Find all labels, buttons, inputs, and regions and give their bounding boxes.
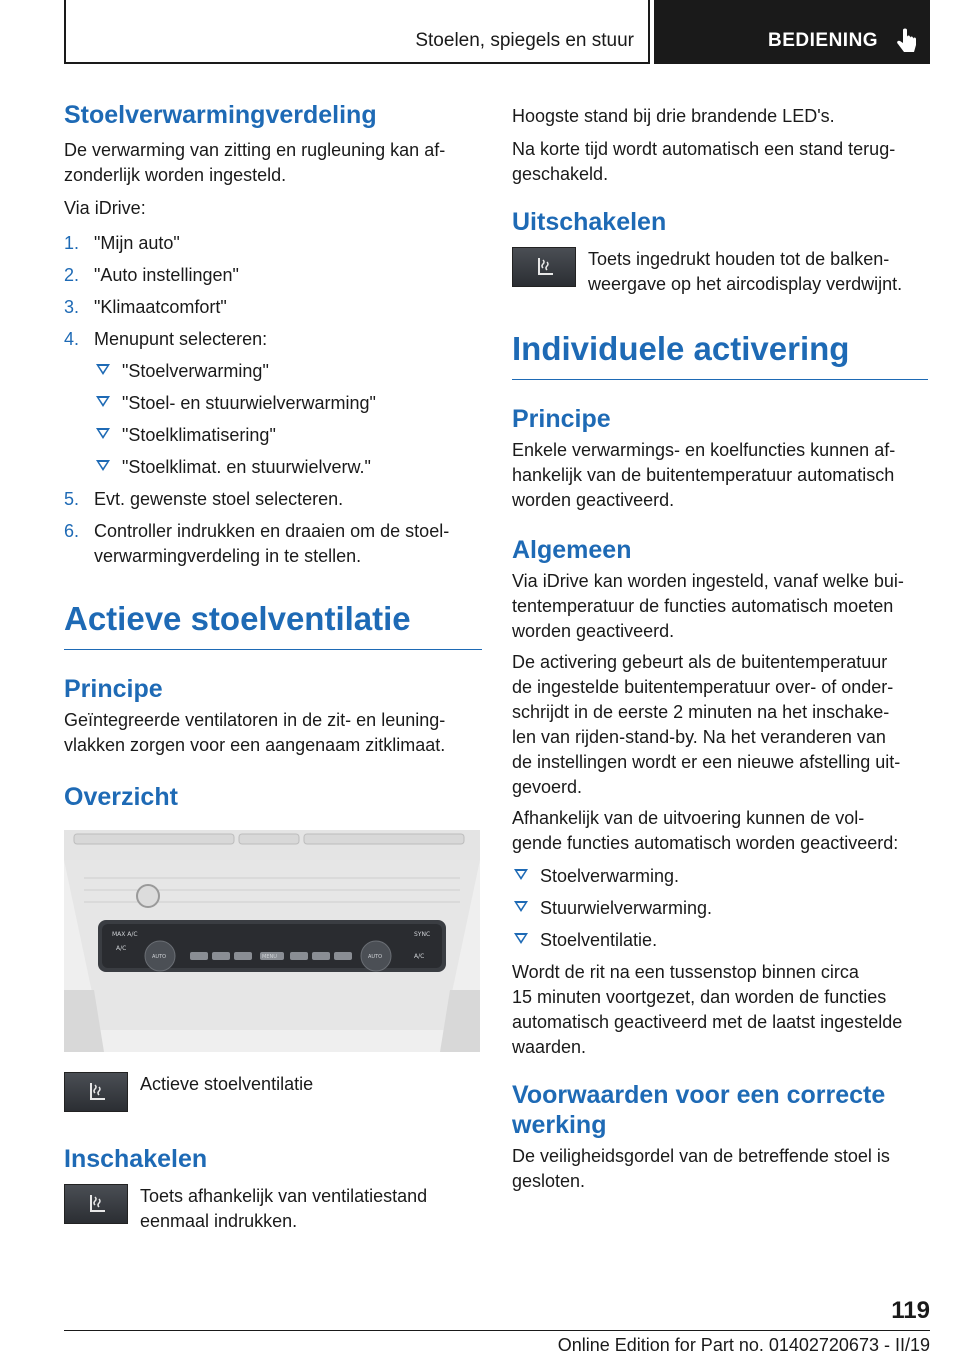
text-line: worden geactiveerd. — [512, 621, 675, 641]
heading-principe: Principe — [512, 405, 611, 433]
step-text: Controller indrukken en draaien om de stoel‐ — [94, 521, 450, 541]
max-ac-label: MAX A/C — [112, 931, 138, 938]
step-text: Menupunt selecteren: — [94, 329, 268, 349]
paragraph — [64, 138, 482, 188]
text-line: eenmaal indrukken. — [140, 1211, 298, 1231]
text-line: Wordt de rit na een tussenstop binnen circa — [512, 962, 859, 982]
step-text: Evt. gewenste stoel selecteren. — [94, 489, 344, 509]
seat-heating-button — [512, 247, 576, 287]
triangle-bullet-icon — [96, 460, 110, 471]
text-line: Na korte tijd wordt automatisch een stand terug‐ — [512, 139, 896, 159]
right-column — [512, 100, 930, 1194]
left-column — [64, 100, 482, 1236]
triangle-bullet-icon — [96, 396, 110, 407]
text-line: gende functies automatisch worden geactiveerd: — [512, 833, 899, 853]
menu-label: MENU — [262, 954, 277, 960]
text-line: worden geactiveerd. — [512, 490, 675, 510]
text-line: len van rijden-stand-by. Na het veranderen van — [512, 727, 886, 747]
triangle-bullet-icon — [96, 364, 110, 375]
text-line: gevoerd. — [512, 777, 583, 797]
substep-text: "Stoelklimatisering" — [122, 425, 276, 445]
substep-text: "Stoel- en stuurwielverwarming" — [122, 393, 376, 413]
heading-individuele-activering: Individuele activering — [512, 329, 928, 380]
list-item — [64, 423, 482, 448]
steps-list — [64, 231, 482, 352]
text-line: automatisch geactiveerd met de laatst ingestelde — [512, 1012, 903, 1032]
heading-actieve-stoelventilatie: Actieve stoelventilatie — [64, 599, 482, 650]
triangle-bullet-icon — [514, 901, 528, 912]
substep-text: "Stoelklimat. en stuurwielverw." — [122, 457, 371, 477]
steps-list-continued — [64, 487, 482, 569]
text-line: zonderlijk worden ingesteld. — [64, 165, 287, 185]
text-line: geschakeld. — [512, 164, 609, 184]
inschakelen-row — [64, 1184, 482, 1236]
step-text: "Klimaatcomfort" — [94, 297, 227, 317]
text-line: gesloten. — [512, 1171, 586, 1191]
text-line: Afhankelijk van de uitvoering kunnen de vol‐ — [512, 808, 865, 828]
list-item — [64, 487, 482, 512]
auto-right-label: AUTO — [368, 954, 383, 960]
list-item — [64, 359, 482, 384]
list-item — [64, 455, 482, 480]
paragraph: Hoogste stand bij drie brandende LED's. — [512, 106, 835, 126]
text-line: hankelijk van de buitentemperatuur automatisch — [512, 465, 895, 485]
text-line: tentemperatuur de functies automatisch moeten — [512, 596, 894, 616]
text-line: de ingestelde buitentemperatuur over- of onder‐ — [512, 677, 894, 697]
text-line: Enkele verwarmings- en koelfuncties kunnen af‐ — [512, 440, 896, 460]
text-line: Toets ingedrukt houden tot de balken‐ — [588, 249, 890, 269]
caption-row — [64, 1072, 482, 1114]
step-text: verwarmingverdeling in te stellen. — [94, 546, 362, 566]
text-line: De veiligheidsgordel van de betreffende stoel is — [512, 1146, 890, 1166]
step-number: 6. — [64, 521, 80, 541]
text-line: vlakken zorgen voor een aangenaam zitklimaat. — [64, 735, 446, 755]
edition-note: Online Edition for Part no. 01402720673 - II/19 — [557, 1335, 930, 1355]
photo-caption: Actieve stoelventilatie — [140, 1074, 314, 1094]
list-item — [512, 864, 930, 889]
sync-label: SYNC — [414, 931, 431, 938]
step-number: 3. — [64, 297, 80, 317]
page-number: 119 — [891, 1297, 930, 1324]
ac-label: A/C — [116, 945, 127, 952]
bullet-text: Stoelventilatie. — [540, 930, 658, 950]
paragraph — [512, 806, 930, 856]
page-footer — [64, 1297, 930, 1355]
seat-ventilation-button — [64, 1072, 128, 1112]
pointing-hand-icon — [894, 28, 920, 56]
paragraph — [512, 960, 930, 1060]
seat-heating-icon — [531, 254, 559, 282]
paragraph — [512, 569, 930, 644]
heading-principe: Principe — [64, 675, 163, 703]
paragraph — [588, 247, 930, 297]
seat-ventilation-button — [64, 1184, 128, 1224]
triangle-bullet-icon — [514, 933, 528, 944]
step-number: 4. — [64, 329, 80, 349]
function-bullets — [512, 864, 930, 953]
text-line: de instellingen wordt er een nieuwe afstelling uit‐ — [512, 752, 901, 772]
heading-stoelverwarmingverdeling: Stoelverwarmingverdeling — [64, 101, 377, 129]
heading-line: werking — [512, 1111, 607, 1139]
page-header — [0, 0, 960, 66]
step-number: 2. — [64, 265, 80, 285]
text-line: Toets afhankelijk van ventilatiestand — [140, 1186, 428, 1206]
list-item — [64, 231, 482, 256]
step-text: "Mijn auto" — [94, 233, 180, 253]
triangle-bullet-icon — [514, 869, 528, 880]
paragraph — [512, 650, 930, 800]
text-line: schrijdt in de eerste 2 minuten na het inschake‐ — [512, 702, 890, 722]
climate-panel-illustration — [64, 830, 480, 1052]
paragraph: Via iDrive: — [64, 198, 146, 218]
heading-uitschakelen: Uitschakelen — [512, 208, 667, 236]
list-item — [64, 295, 482, 320]
step-number: 5. — [64, 489, 80, 509]
heading-algemeen: Algemeen — [512, 536, 632, 564]
text-line: De activering gebeurt als de buitentemperatuur — [512, 652, 888, 672]
text-line: waarden. — [512, 1037, 587, 1057]
ac-right-label: A/C — [414, 953, 425, 960]
heading-voorwaarden — [512, 1080, 930, 1140]
bullet-text: Stoelverwarming. — [540, 866, 680, 886]
list-item — [64, 327, 482, 352]
paragraph — [512, 438, 930, 513]
list-item — [64, 519, 482, 569]
substeps-list — [64, 359, 482, 480]
list-item — [512, 896, 930, 921]
paragraph — [512, 1144, 930, 1194]
list-item — [64, 391, 482, 416]
heading-line: Voorwaarden voor een correcte — [512, 1081, 886, 1109]
paragraph — [64, 708, 482, 758]
list-item — [64, 263, 482, 288]
seat-ventilation-icon — [83, 1191, 111, 1219]
step-text: "Auto instellingen" — [94, 265, 239, 285]
text-line: 15 minuten voortgezet, dan worden de functies — [512, 987, 887, 1007]
text-line: Via iDrive kan worden ingesteld, vanaf welke bui‐ — [512, 571, 904, 591]
paragraph — [140, 1184, 482, 1234]
heading-inschakelen: Inschakelen — [64, 1145, 208, 1173]
substep-text: "Stoelverwarming" — [122, 361, 269, 381]
chapter-title: BEDIENING — [768, 30, 879, 51]
climate-panel-photo — [64, 830, 480, 1052]
step-number: 1. — [64, 233, 80, 253]
text-line: weergave op het aircodisplay verdwijnt. — [588, 274, 903, 294]
chapter-tab — [654, 0, 930, 64]
seat-ventilation-icon — [83, 1079, 111, 1107]
text-line: De verwarming van zitting en rugleuning kan af‐ — [64, 140, 446, 160]
list-item — [512, 928, 930, 953]
uitschakelen-row — [512, 247, 930, 299]
paragraph — [512, 137, 930, 187]
bullet-text: Stuurwielverwarming. — [540, 898, 713, 918]
auto-left-label: AUTO — [152, 954, 167, 960]
section-title: Stoelen, spiegels en stuur — [415, 30, 634, 51]
heading-overzicht: Overzicht — [64, 783, 178, 811]
text-line: Geïntegreerde ventilatoren in de zit- en leuning‐ — [64, 710, 446, 730]
section-tab — [64, 0, 650, 64]
triangle-bullet-icon — [96, 428, 110, 439]
